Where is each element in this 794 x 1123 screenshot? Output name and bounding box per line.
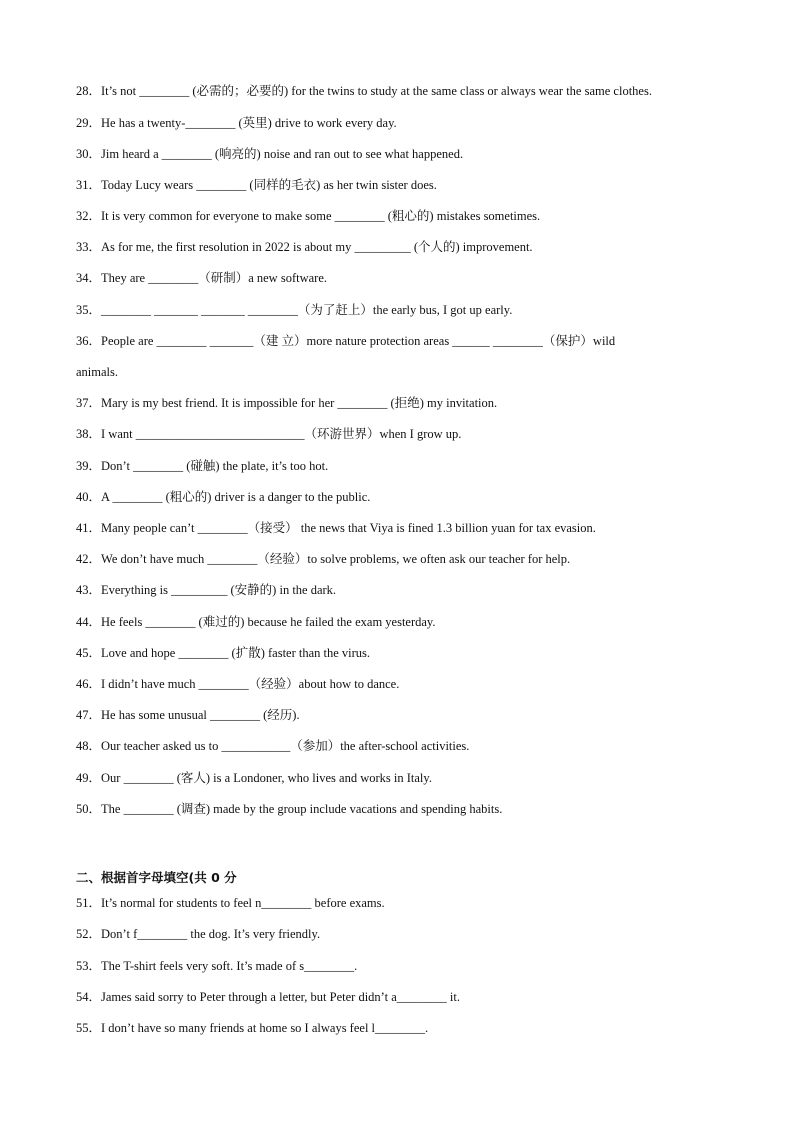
question-text: I didn’t have much ________（经验）about how to dance. [101, 677, 400, 691]
question-number: 48． [76, 739, 102, 753]
question-number: 41． [76, 521, 102, 535]
question-number: 39． [76, 459, 102, 473]
question-number: 28． [76, 84, 102, 98]
question-text: It’s normal for students to feel n________ before exams. [101, 896, 385, 910]
question-text: The T-shirt feels very soft. It’s made of s________. [101, 959, 358, 973]
question-line [76, 395, 754, 411]
question-number: 32． [76, 209, 102, 223]
question-line [76, 582, 754, 598]
question-line [76, 895, 754, 911]
question-text: Mary is my best friend. It is impossible for her ________ (拒绝) my invitation. [101, 396, 498, 410]
question-number: 42． [76, 552, 102, 566]
question-number: 31． [76, 178, 102, 192]
question-line [76, 489, 754, 505]
question-number: 44． [76, 615, 102, 629]
question-line [76, 83, 754, 99]
question-line [76, 958, 754, 974]
question-text: Jim heard a ________ (响亮的) noise and ran out to see what happened. [101, 147, 464, 161]
question-number: 34． [76, 271, 102, 285]
question-text: He has some unusual ________ (经历). [101, 708, 300, 722]
question-line [76, 426, 754, 442]
question-number: 37． [76, 396, 102, 410]
question-number: 35． [76, 303, 102, 317]
question-text: James said sorry to Peter through a letter, but Peter didn’t a________ it. [101, 990, 460, 1004]
question-number: 45． [76, 646, 102, 660]
section-title: 二、根据首字母填空(共 0 分 [76, 870, 237, 885]
question-text: Don’t ________ (碰触) the plate, it’s too hot. [101, 459, 329, 473]
question-line [76, 645, 754, 661]
question-line [76, 270, 754, 286]
question-text: The ________ (调查) made by the group include vacations and spending habits. [101, 802, 503, 816]
question-line [76, 926, 754, 942]
question-text: Our ________ (客人) is a Londoner, who lives and works in Italy. [101, 771, 432, 785]
question-text: Love and hope ________ (扩散) faster than the virus. [101, 646, 371, 660]
question-number: 38． [76, 427, 102, 441]
question-line [76, 738, 754, 754]
question-text: It’s not ________ (必需的；必要的) for the twins to study at the same class or always wear the same clothes. [101, 84, 652, 98]
question-text: Many people can’t ________（接受） the news that Viya is fined 1.3 billion yuan for tax evasion. [101, 521, 596, 535]
question-line [76, 1020, 754, 1036]
question-number: 47． [76, 708, 102, 722]
question-number: 52． [76, 927, 102, 941]
question-line [76, 458, 754, 474]
question-text: We don’t have much ________（经验）to solve problems, we often ask our teacher for help. [101, 552, 571, 566]
question-number: 36． [76, 334, 102, 348]
question-text: Our teacher asked us to ___________（参加）the after-school activities. [101, 739, 470, 753]
question-line [76, 801, 754, 817]
question-line [76, 302, 754, 318]
question-line [76, 146, 754, 162]
question-number: 46． [76, 677, 102, 691]
question-number: 49． [76, 771, 102, 785]
question-text: They are ________（研制）a new software. [101, 271, 327, 285]
question-text: He feels ________ (难过的) because he failed the exam yesterday. [101, 615, 436, 629]
question-line [76, 115, 754, 131]
question-line [76, 520, 754, 536]
question-text: Don’t f________ the dog. It’s very friendly. [101, 927, 321, 941]
question-line [76, 239, 754, 255]
question-line [76, 614, 754, 630]
question-number: 51． [76, 896, 102, 910]
question-line [76, 707, 754, 723]
question-number: 43． [76, 583, 102, 597]
question-number: 50． [76, 802, 102, 816]
question-text: I want ___________________________（环游世界）when I grow up. [101, 427, 462, 441]
question-number: 29． [76, 116, 102, 130]
question-number: 30． [76, 147, 102, 161]
question-text: He has a twenty-________ (英里) drive to work every day. [101, 116, 397, 130]
question-text: ________ _______ _______ ________（为了赶上）the early bus, I got up early. [101, 303, 513, 317]
question-line [76, 989, 754, 1005]
question-text: Today Lucy wears ________ (同样的毛衣) as her twin sister does. [101, 178, 437, 192]
question-number: 33． [76, 240, 102, 254]
question-text: A ________ (粗心的) driver is a danger to the public. [101, 490, 371, 504]
question-text: animals. [76, 365, 119, 379]
question-text: It is very common for everyone to make some ________ (粗心的) mistakes sometimes. [101, 209, 541, 223]
question-line [76, 770, 754, 786]
question-line [76, 333, 754, 349]
question-line [76, 177, 754, 193]
question-text: I don’t have so many friends at home so I always feel l________. [101, 1021, 429, 1035]
question-text: As for me, the first resolution in 2022 is about my _________ (个人的) improvement. [101, 240, 533, 254]
question-number: 55． [76, 1021, 102, 1035]
question-line [76, 551, 754, 567]
question-line [76, 676, 754, 692]
question-number: 54． [76, 990, 102, 1004]
question-text: People are ________ _______（建 立）more nature protection areas ______ ________（保护）wild [101, 334, 616, 348]
question-number: 53． [76, 959, 102, 973]
question-text: Everything is _________ (安静的) in the dark. [101, 583, 337, 597]
question-number: 40． [76, 490, 102, 504]
question-line [76, 364, 754, 380]
question-line [76, 208, 754, 224]
